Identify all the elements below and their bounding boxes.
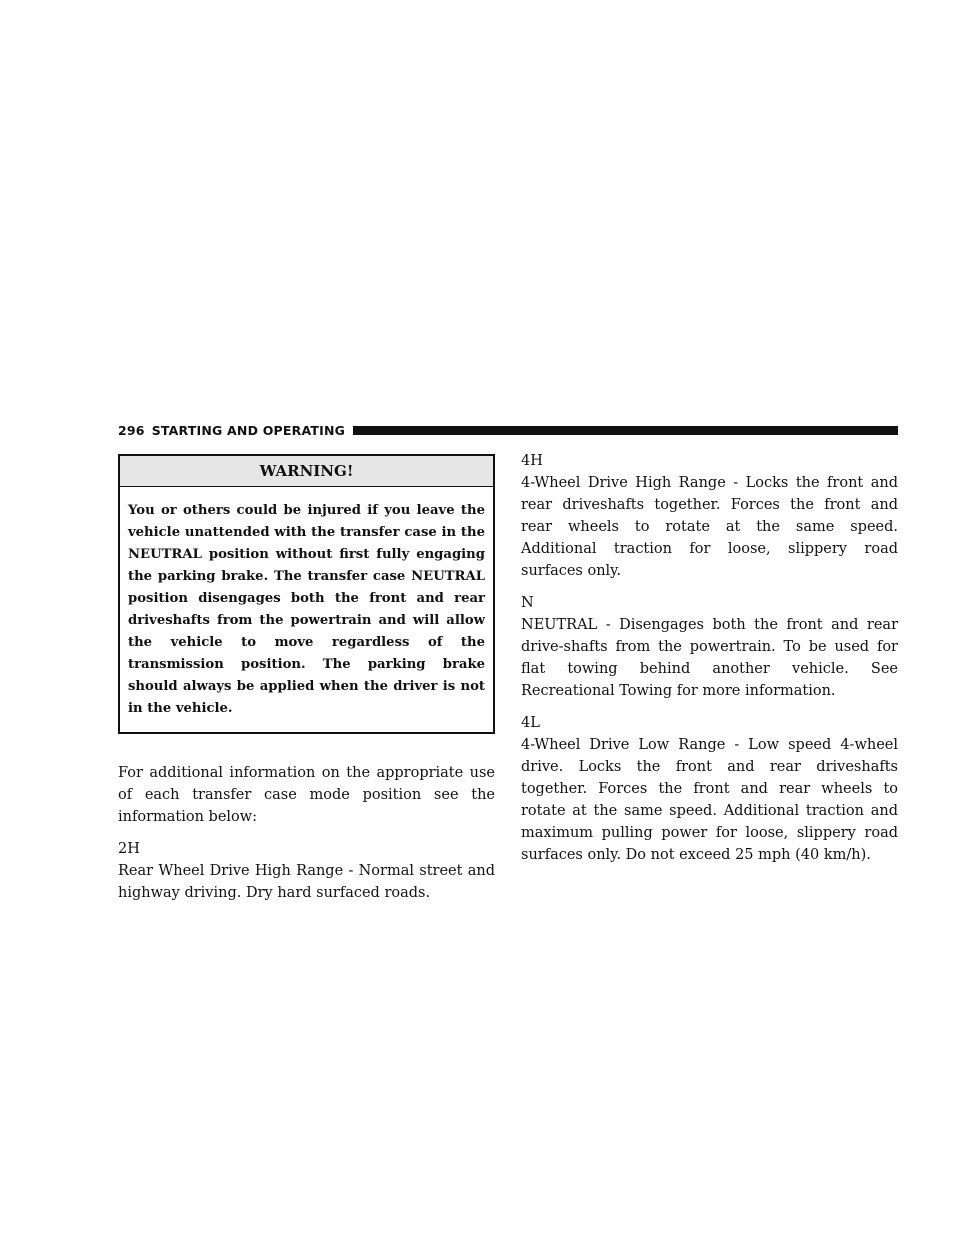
warning-title: WARNING! xyxy=(120,456,493,487)
warning-box xyxy=(118,454,495,734)
mode-n xyxy=(521,592,898,702)
mode-label: 4L xyxy=(521,715,540,731)
mode-label: 4H xyxy=(521,453,543,469)
mode-description: Rear Wheel Drive High Range - Normal street and highway driving. Dry hard surfaced roads. xyxy=(118,863,495,901)
mode-label: N xyxy=(521,595,534,611)
header-rule xyxy=(353,426,898,435)
mode-4h xyxy=(521,450,898,582)
right-column xyxy=(521,454,898,866)
mode-description: 4-Wheel Drive Low Range - Low speed 4-wheel drive. Locks the front and rear driveshafts together. Forces the front and rear wheels to rotate at the same speed. Additional traction and maximum pulling power for loose, slippery road surfaces only. Do not exceed 25 mph (40 km/h). xyxy=(521,737,898,863)
warning-text: You or others could be injured if you leave the vehicle unattended with the transfer case in the NEUTRAL position without first fully engaging the parking brake. The transfer case NEUTRAL position disengages both the front and rear driveshafts from the powertrain and will allow the vehicle to move regardless of the transmission position. The parking brake should always be applied when the driver is not in the vehicle. xyxy=(128,503,485,716)
mode-description: 4-Wheel Drive High Range - Locks the front and rear driveshafts together. Forces the front and rear wheels to rotate at the same speed. Additional traction for loose, slippery road surfaces only. xyxy=(521,475,898,579)
section-title: STARTING AND OPERATING xyxy=(151,422,346,438)
page-header xyxy=(118,422,898,438)
intro-paragraph: For additional information on the appropriate use of each transfer case mode position see the information below: xyxy=(118,765,495,825)
mode-label: 2H xyxy=(118,841,140,857)
left-column xyxy=(118,454,495,904)
mode-description: NEUTRAL - Disengages both the front and rear drive-shafts from the powertrain. To be used for flat towing behind another vehicle. See Recreational Towing for more information. xyxy=(521,617,898,699)
page-number: 296 xyxy=(118,422,145,438)
mode-2h xyxy=(118,838,495,904)
mode-4l xyxy=(521,712,898,866)
